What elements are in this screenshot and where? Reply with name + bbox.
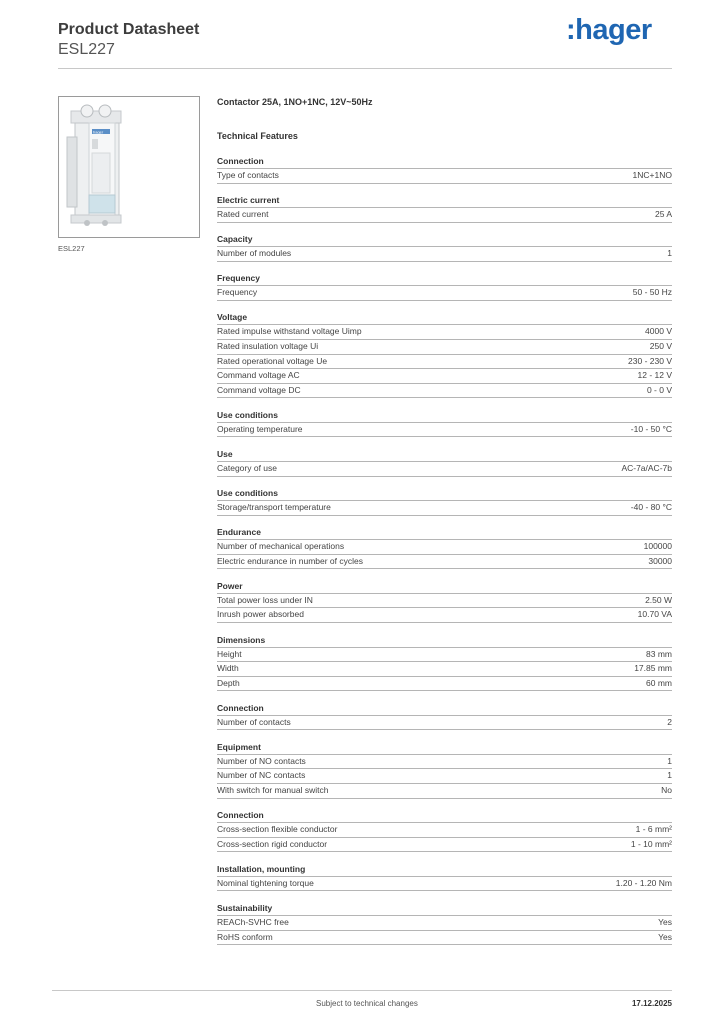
- feature-row: [217, 676, 672, 692]
- feature-section: [217, 809, 672, 852]
- feature-value: 10.70 VA: [637, 609, 672, 620]
- section-title: Electric current: [217, 195, 280, 206]
- feature-section: [217, 526, 672, 569]
- feature-label: Number of NO contacts: [217, 755, 306, 766]
- feature-value: 250 V: [649, 340, 672, 351]
- section-title: Sustainability: [217, 902, 273, 913]
- feature-label: Command voltage AC: [217, 370, 300, 381]
- feature-label: Operating temperature: [217, 423, 303, 434]
- feature-label: Width: [217, 663, 239, 674]
- feature-value: 17.85 mm: [634, 663, 672, 674]
- feature-value: 1 - 6 mm²: [635, 824, 672, 835]
- feature-value: 100000: [643, 541, 672, 552]
- feature-row: [217, 339, 672, 354]
- section-title: Equipment: [217, 741, 261, 752]
- section-rows: [217, 324, 672, 398]
- feature-section: [217, 194, 672, 223]
- feature-row: [217, 661, 672, 676]
- feature-row: [217, 876, 672, 892]
- section-rows: [217, 915, 672, 945]
- feature-label: RoHS conform: [217, 931, 273, 942]
- feature-label: Number of contacts: [217, 716, 291, 727]
- feature-row: [217, 422, 672, 438]
- feature-value: 230 - 230 V: [628, 355, 672, 366]
- feature-label: REACh-SVHC free: [217, 916, 289, 927]
- feature-value: Yes: [658, 931, 672, 942]
- section-title: Power: [217, 580, 243, 591]
- feature-row: [217, 783, 672, 799]
- feature-section: [217, 580, 672, 623]
- feature-label: Height: [217, 648, 242, 659]
- feature-section: [217, 448, 672, 477]
- feature-section: [217, 155, 672, 184]
- feature-section: [217, 311, 672, 398]
- feature-label: Inrush power absorbed: [217, 609, 304, 620]
- product-image-caption: ESL227: [58, 244, 85, 253]
- feature-label: Rated current: [217, 209, 269, 220]
- feature-row: [217, 554, 672, 570]
- feature-value: 30000: [648, 555, 672, 566]
- feature-value: 50 - 50 Hz: [632, 287, 672, 298]
- feature-section: [217, 702, 672, 731]
- feature-value: AC-7a/AC-7b: [621, 462, 672, 473]
- section-title: Dimensions: [217, 634, 266, 645]
- product-code: ESL227: [58, 41, 115, 58]
- feature-label: Command voltage DC: [217, 384, 301, 395]
- feature-row: [217, 246, 672, 262]
- feature-row: [217, 822, 672, 837]
- section-rows: [217, 822, 672, 852]
- feature-label: Frequency: [217, 287, 258, 298]
- feature-value: 2: [667, 716, 672, 727]
- feature-value: 0 - 0 V: [646, 384, 672, 395]
- header-divider: [58, 68, 672, 69]
- feature-label: Electric endurance in number of cycles: [217, 555, 363, 566]
- section-rows: [217, 593, 672, 623]
- section-rows: [217, 422, 672, 438]
- feature-row: [217, 539, 672, 554]
- datasheet-content: [217, 96, 672, 956]
- feature-row: [217, 383, 672, 399]
- section-title: Installation, mounting: [217, 863, 306, 874]
- feature-section: [217, 863, 672, 892]
- feature-row: [217, 354, 672, 369]
- feature-row: [217, 768, 672, 783]
- feature-value: -10 - 50 °C: [630, 423, 672, 434]
- feature-value: No: [661, 785, 672, 796]
- device-logo-text: hager: [93, 129, 104, 135]
- feature-label: Cross-section flexible conductor: [217, 824, 338, 835]
- feature-label: Cross-section rigid conductor: [217, 838, 328, 849]
- section-rows: [217, 207, 672, 223]
- footer-divider: [52, 990, 672, 991]
- feature-row: [217, 207, 672, 223]
- feature-label: Number of modules: [217, 248, 292, 259]
- section-rows: [217, 539, 672, 569]
- technical-features-heading: Technical Features: [217, 131, 298, 141]
- feature-label: Number of mechanical operations: [217, 541, 345, 552]
- section-title: Connection: [217, 810, 264, 821]
- feature-section: [217, 409, 672, 438]
- section-title: Use: [217, 448, 233, 459]
- footer-date: 17.12.2025: [631, 999, 672, 1008]
- section-title: Capacity: [217, 234, 253, 245]
- feature-row: [217, 368, 672, 383]
- feature-section: [217, 487, 672, 516]
- feature-label: Rated impulse withstand voltage Uimp: [217, 326, 362, 337]
- contactor-illustration: [59, 97, 199, 237]
- feature-value: Yes: [658, 916, 672, 927]
- feature-row: [217, 500, 672, 516]
- feature-section: [217, 272, 672, 301]
- feature-label: Total power loss under IN: [217, 594, 313, 605]
- feature-section: [217, 634, 672, 692]
- feature-value: 2.50 W: [645, 594, 672, 605]
- feature-value: 1: [667, 755, 672, 766]
- feature-value: 1NC+1NO: [632, 170, 672, 180]
- feature-value: -40 - 80 °C: [630, 502, 672, 513]
- feature-row: [217, 837, 672, 853]
- feature-section: [217, 233, 672, 262]
- section-rows: [217, 876, 672, 892]
- feature-value: 83 mm: [646, 648, 672, 659]
- feature-section: [217, 902, 672, 945]
- feature-row: [217, 915, 672, 930]
- feature-label: Storage/transport temperature: [217, 502, 331, 513]
- footer-note: Subject to technical changes: [316, 999, 418, 1008]
- feature-row: [217, 285, 672, 301]
- feature-section: [217, 741, 672, 799]
- section-title: Use conditions: [217, 488, 278, 499]
- feature-row: [217, 324, 672, 339]
- section-rows: [217, 754, 672, 799]
- page-title: Product Datasheet: [58, 21, 200, 38]
- feature-value: 1 - 10 mm²: [630, 838, 672, 849]
- section-rows: [217, 500, 672, 516]
- feature-label: Rated operational voltage Ue: [217, 355, 328, 366]
- feature-value: 25 A: [654, 209, 672, 220]
- product-image: [58, 96, 200, 238]
- section-rows: [217, 168, 672, 184]
- feature-value: 12 - 12 V: [637, 370, 672, 381]
- section-title: Endurance: [217, 527, 261, 538]
- feature-row: [217, 168, 672, 184]
- section-title: Connection: [217, 156, 264, 166]
- feature-value: 1: [667, 248, 672, 259]
- feature-row: [217, 930, 672, 946]
- feature-row: [217, 647, 672, 662]
- section-title: Connection: [217, 702, 264, 713]
- header: [58, 20, 199, 60]
- feature-label: Type of contacts: [217, 170, 279, 180]
- feature-label: Rated insulation voltage Ui: [217, 340, 319, 351]
- section-title: Use conditions: [217, 409, 278, 420]
- feature-value: 60 mm: [646, 677, 672, 688]
- feature-value: 1.20 - 1.20 Nm: [615, 877, 672, 888]
- feature-label: Category of use: [217, 462, 278, 473]
- feature-value: 1: [667, 770, 672, 781]
- hager-logo: :hager: [566, 14, 652, 46]
- section-rows: [217, 715, 672, 731]
- feature-label: Number of NC contacts: [217, 770, 306, 781]
- feature-value: 4000 V: [645, 326, 672, 337]
- feature-row: [217, 715, 672, 731]
- feature-label: With switch for manual switch: [217, 785, 329, 796]
- section-rows: [217, 647, 672, 692]
- section-title: Frequency: [217, 273, 260, 284]
- feature-label: Depth: [217, 677, 240, 688]
- feature-row: [217, 607, 672, 623]
- feature-label: Nominal tightening torque: [217, 877, 314, 888]
- features-list: [217, 155, 672, 945]
- feature-row: [217, 461, 672, 477]
- section-rows: [217, 285, 672, 301]
- feature-row: [217, 593, 672, 608]
- section-rows: [217, 246, 672, 262]
- section-title: Voltage: [217, 312, 248, 323]
- section-rows: [217, 461, 672, 477]
- feature-row: [217, 754, 672, 769]
- product-description: Contactor 25A, 1NO+1NC, 12V~50Hz: [217, 97, 373, 107]
